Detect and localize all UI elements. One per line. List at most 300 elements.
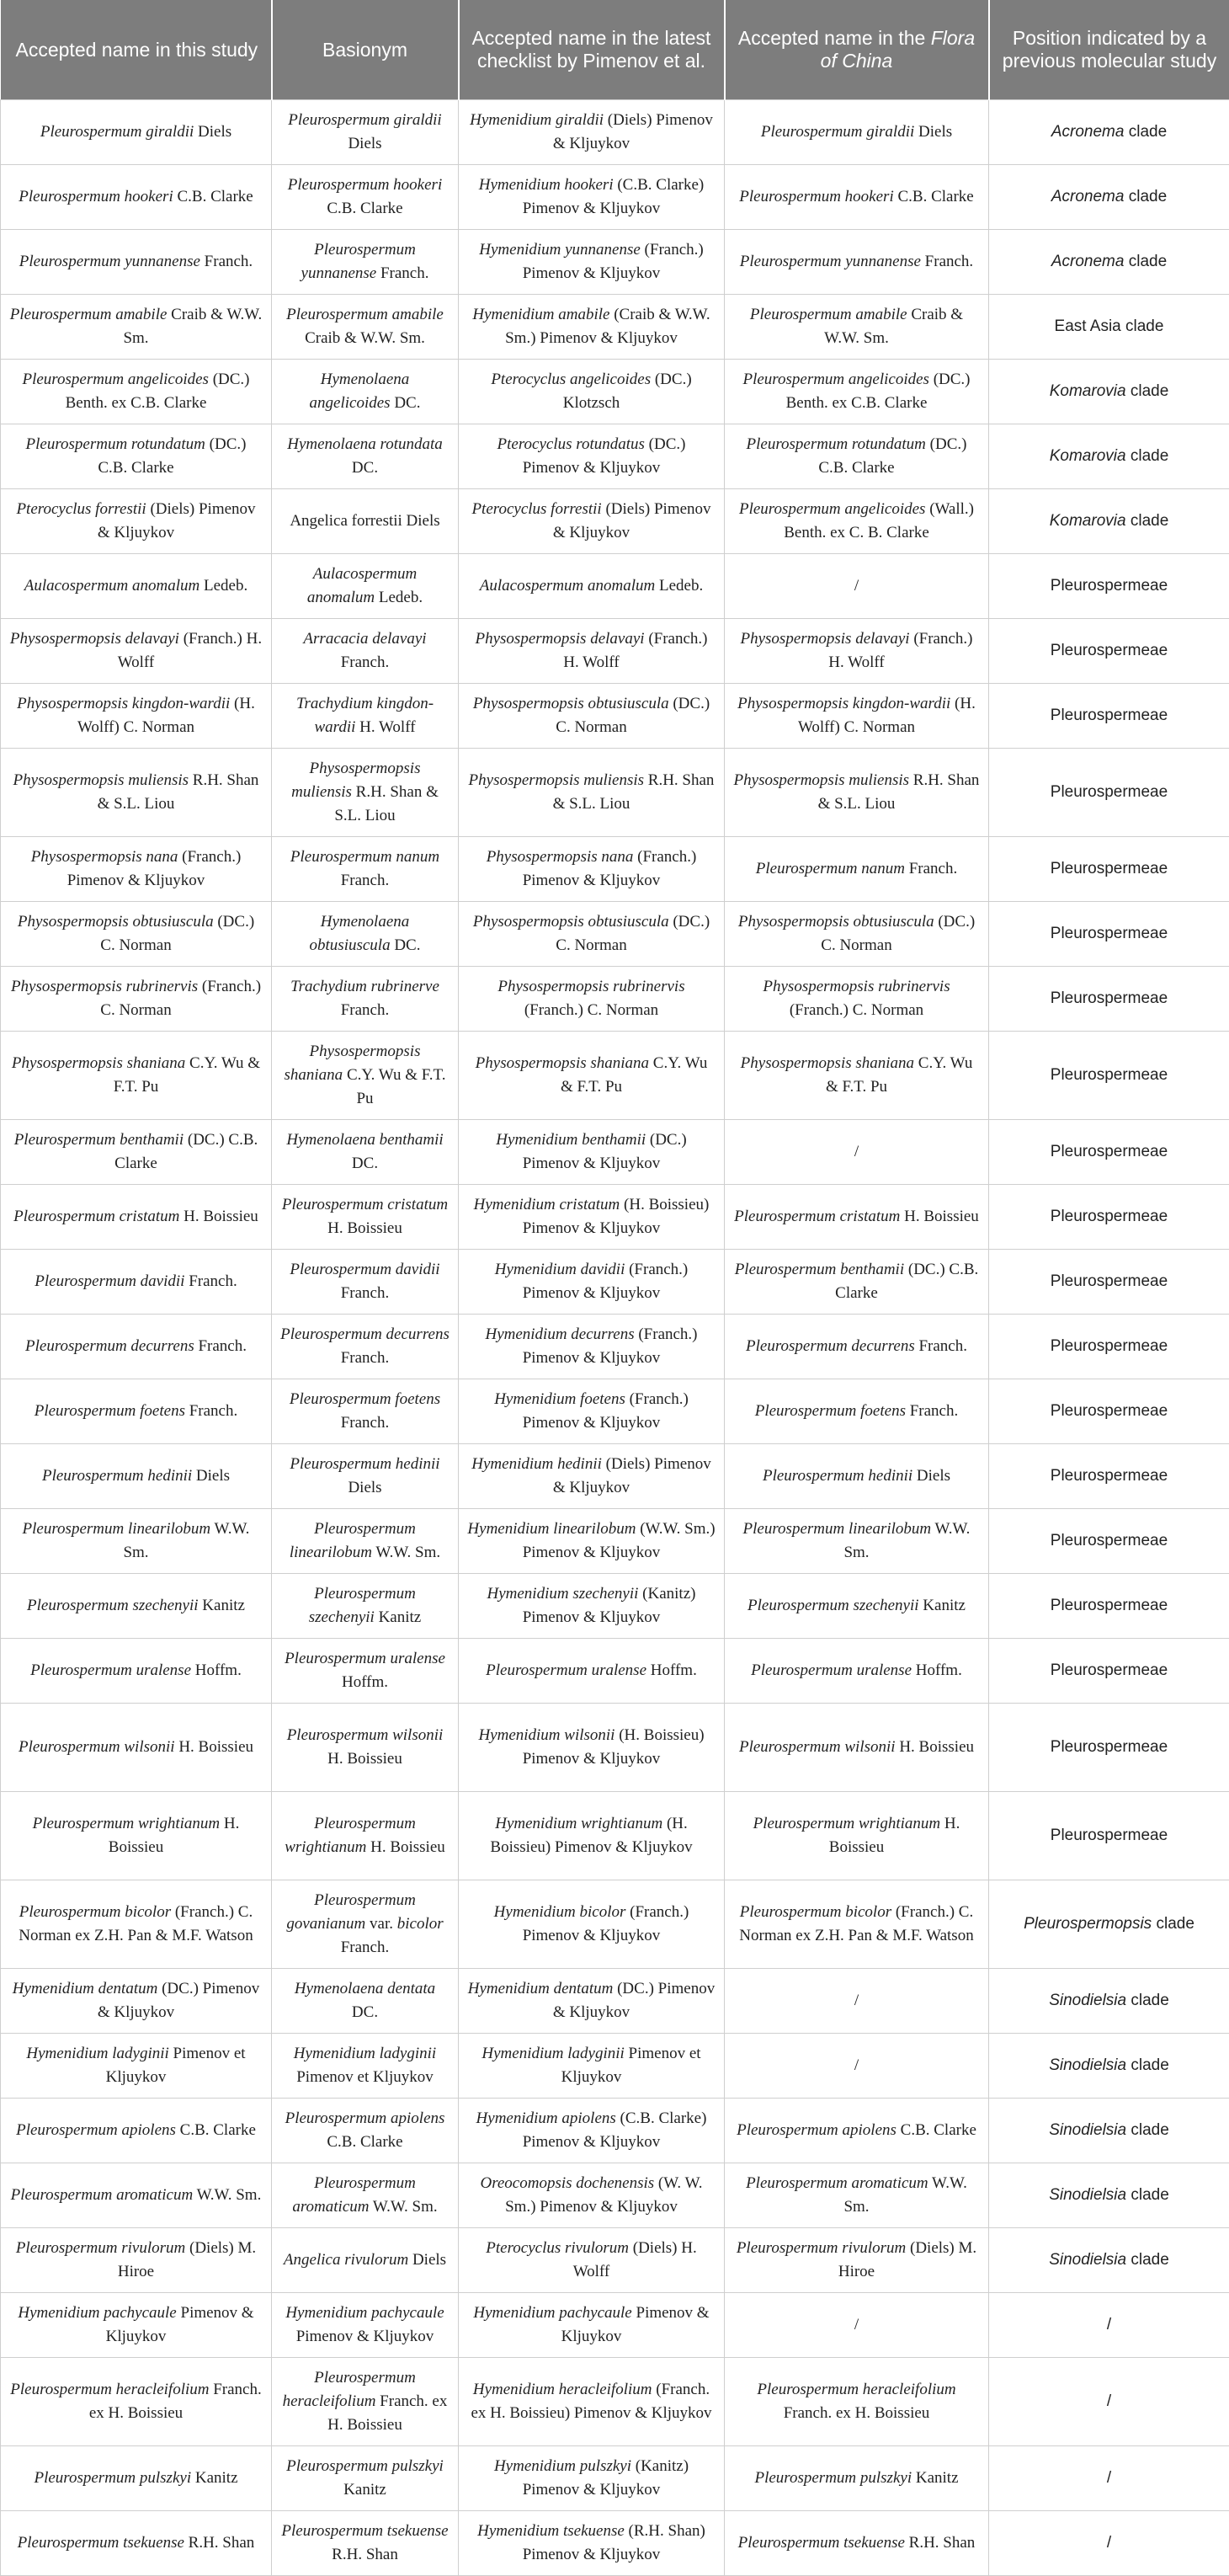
- authority-text: /: [854, 2316, 859, 2333]
- authority-text: Hoffm.: [646, 1661, 697, 1679]
- taxon-name: Pleurospermum heracleifolium: [10, 2381, 209, 2398]
- basionym-cell: [272, 1185, 459, 1250]
- taxon-name: Physospermopsis nana: [31, 848, 178, 866]
- flora-of-china-cell: [725, 749, 989, 837]
- taxon-name: Hymenolaena benthamii: [286, 1131, 443, 1149]
- basionym-cell: [272, 1509, 459, 1574]
- authority-text: (Franch.) H. Wolff: [563, 630, 707, 671]
- authority-text: Franch.: [341, 1001, 390, 1019]
- authority-text: Diels: [912, 1467, 950, 1485]
- molecular-position-cell: [989, 2293, 1229, 2358]
- authority-text: Franch.: [194, 1337, 247, 1355]
- taxon-name: Pleurospermum wrightianum: [753, 1815, 941, 1832]
- molecular-position-cell: [989, 837, 1229, 902]
- authority-text: (Kanitz) Pimenov & Kljuykov: [523, 2457, 689, 2499]
- taxon-name: Hymenidium szechenyii: [487, 1585, 639, 1603]
- table-row: [1, 360, 1229, 424]
- table-row: [1, 749, 1229, 837]
- flora-of-china-cell: [725, 619, 989, 684]
- taxon-name: Pleurospermum amabile: [750, 306, 907, 323]
- authority-text: (Diels) Pimenov & Kljuykov: [553, 111, 713, 152]
- taxon-name: Hymenidium ladyginii: [26, 2045, 168, 2062]
- authority-text: Franch.: [915, 1337, 967, 1355]
- header-molecular-position: Position indicated by a previous molecular study: [989, 0, 1229, 100]
- taxon-name: Pleurospermum wilsonii: [19, 1738, 175, 1756]
- authority-text: Pleurospermeae: [1051, 577, 1168, 595]
- authority-text: Pleurospermeae: [1051, 1738, 1168, 1756]
- authority-text: Franch.: [906, 1402, 958, 1420]
- table-row: [1, 2034, 1229, 2099]
- taxon-name: Physospermopsis muliensis: [469, 771, 644, 789]
- taxon-name: Aulacospermum anomalum: [480, 577, 655, 595]
- flora-of-china-cell: [725, 230, 989, 295]
- authority-text: Franch.: [341, 872, 390, 889]
- taxon-name: Aulacospermum anomalum: [307, 565, 417, 606]
- authority-text: Pimenov et Kljuykov: [296, 2068, 434, 2086]
- molecular-position-cell: [989, 360, 1229, 424]
- authority-text: (Franch.) Pimenov & Kljuykov: [67, 848, 242, 889]
- taxon-name: Pleurospermum hookeri: [739, 188, 893, 205]
- checklist-name-cell: [459, 1969, 725, 2034]
- basionym-cell: [272, 837, 459, 902]
- taxon-name: Pleurospermum hedinii: [42, 1467, 192, 1485]
- accepted-name-cell: [1, 2358, 272, 2446]
- taxon-name: Pleurospermum hookeri: [19, 188, 173, 205]
- basionym-cell: [272, 165, 459, 230]
- basionym-cell: [272, 1379, 459, 1444]
- accepted-name-cell: [1, 554, 272, 619]
- flora-of-china-cell: [725, 1444, 989, 1509]
- flora-of-china-cell: [725, 2446, 989, 2511]
- taxon-name: Pleurospermum apiolens: [737, 2121, 896, 2139]
- molecular-position-cell: [989, 554, 1229, 619]
- authority-text: Ledeb.: [375, 589, 423, 606]
- molecular-position-cell: [989, 1185, 1229, 1250]
- authority-text: (DC.) C. Norman: [821, 913, 975, 954]
- authority-text: (DC.) C. Norman: [556, 695, 710, 736]
- taxon-name: Pleurospermum decurrens: [280, 1325, 450, 1343]
- taxon-name: Hymenolaena obtusiuscula: [310, 913, 410, 954]
- taxon-name: Pleurospermum giraldii: [288, 111, 441, 129]
- flora-of-china-cell: [725, 1120, 989, 1185]
- table-body: [1, 100, 1229, 2576]
- basionym-cell: [272, 684, 459, 749]
- authority-text: Kanitz: [919, 1597, 966, 1614]
- authority-text: /: [854, 1992, 859, 2009]
- checklist-name-cell: [459, 967, 725, 1032]
- taxon-name: Physospermopsis shaniana: [285, 1043, 421, 1084]
- authority-text: Pleurospermeae: [1051, 1402, 1168, 1420]
- taxon-name: Pterocyclus forrestii: [471, 500, 601, 518]
- authority-text: (DC.) Pimenov & Kljuykov: [553, 1980, 715, 2021]
- authority-text: Pimenov et Kljuykov: [106, 2045, 246, 2086]
- taxon-name: Hymenidium pachycaule: [473, 2304, 631, 2322]
- taxon-name: Komarovia: [1050, 382, 1126, 400]
- taxon-name: Hymenidium apiolens: [476, 2109, 616, 2127]
- authority-text: (DC.) Pimenov & Kljuykov: [98, 1980, 259, 2021]
- authority-text: Pleurospermeae: [1051, 1827, 1168, 1844]
- molecular-position-cell: [989, 1969, 1229, 2034]
- authority-text: Ledeb.: [200, 577, 247, 595]
- accepted-name-cell: [1, 684, 272, 749]
- flora-of-china-cell: [725, 1574, 989, 1639]
- authority-text: Franch. ex H. Boissieu: [327, 2392, 447, 2434]
- authority-text: Franch. ex H. Boissieu: [89, 2381, 262, 2422]
- molecular-position-cell: [989, 295, 1229, 360]
- molecular-position-cell: [989, 1250, 1229, 1315]
- authority-text: Craib & W.W. Sm.: [305, 329, 425, 347]
- table-row: [1, 165, 1229, 230]
- taxon-name: Pleurospermum nanum: [290, 848, 439, 866]
- taxon-name: Pleurospermum rivulorum: [737, 2239, 906, 2257]
- molecular-position-cell: [989, 1639, 1229, 1704]
- checklist-name-cell: [459, 1120, 725, 1185]
- checklist-name-cell: [459, 1250, 725, 1315]
- authority-text: Pleurospermeae: [1051, 1337, 1168, 1355]
- authority-text: H. Boissieu: [896, 1738, 974, 1756]
- molecular-position-cell: [989, 2099, 1229, 2163]
- basionym-cell: [272, 1032, 459, 1120]
- authority-text: (Franch.) Pimenov & Kljuykov: [523, 1261, 689, 1302]
- flora-of-china-cell: [725, 2293, 989, 2358]
- taxon-name: Acronema: [1051, 188, 1125, 205]
- taxon-name: Hymenidium wilsonii: [478, 1726, 614, 1744]
- taxon-name: Pleurospermum tsekuense: [18, 2534, 184, 2552]
- authority-text: Angelica forrestii Diels: [290, 512, 439, 530]
- taxon-name: Pleurospermum uralense: [30, 1661, 191, 1679]
- checklist-name-cell: [459, 684, 725, 749]
- basionym-cell: [272, 100, 459, 165]
- table-row: [1, 2099, 1229, 2163]
- authority-text: Franch.: [921, 253, 973, 270]
- molecular-position-cell: [989, 1032, 1229, 1120]
- taxon-name: Pleurospermum benthamii: [14, 1131, 184, 1149]
- authority-text: clade: [1124, 123, 1167, 141]
- accepted-name-cell: [1, 1315, 272, 1379]
- taxon-name: Hymenidium dentatum: [468, 1980, 614, 1997]
- taxon-name: Pleurospermum tsekuense: [281, 2522, 448, 2540]
- taxon-name: Pleurospermum benthamii: [735, 1261, 904, 1278]
- taxon-name: Pleurospermopsis: [1024, 1915, 1152, 1933]
- header-basionym: Basionym: [272, 0, 459, 100]
- taxon-name: Angelica rivulorum: [284, 2251, 408, 2269]
- flora-of-china-cell: [725, 360, 989, 424]
- authority-text: Ledeb.: [655, 577, 703, 595]
- taxon-name: Pterocyclus forrestii: [16, 500, 146, 518]
- authority-text: clade: [1126, 382, 1169, 400]
- authority-text: (Diels) M. Hiroe: [118, 2239, 256, 2280]
- authority-text: R.H. Shan: [332, 2546, 398, 2563]
- table-row: [1, 1792, 1229, 1880]
- authority-text: clade: [1126, 2251, 1169, 2269]
- authority-text: (Franch.) H. Wolff: [828, 630, 972, 671]
- taxon-name: Hymenolaena rotundata: [287, 435, 443, 453]
- authority-text: Franch.: [341, 653, 390, 671]
- taxon-name: bicolor: [397, 1915, 444, 1933]
- accepted-name-cell: [1, 2293, 272, 2358]
- header-accepted-name-checklist: Accepted name in the latest checklist by Pimenov et al.: [459, 0, 725, 100]
- accepted-name-cell: [1, 1250, 272, 1315]
- taxon-name: Hymenidium pachycaule: [285, 2304, 444, 2322]
- taxon-name: Physospermopsis obtusiuscula: [18, 913, 214, 931]
- authority-text: (Franch.) Pimenov & Kljuykov: [523, 241, 704, 282]
- taxon-name: Physospermopsis delavayi: [741, 630, 910, 648]
- flora-of-china-cell: [725, 100, 989, 165]
- basionym-cell: [272, 360, 459, 424]
- checklist-name-cell: [459, 902, 725, 967]
- authority-text: H. Boissieu: [900, 1208, 978, 1225]
- taxon-name: Pterocyclus rivulorum: [486, 2239, 629, 2257]
- taxon-name: Pleurospermum uralense: [285, 1650, 445, 1667]
- basionym-cell: [272, 2293, 459, 2358]
- authority-text: H. Boissieu: [179, 1208, 258, 1225]
- taxon-name: Pleurospermum wrightianum: [33, 1815, 221, 1832]
- accepted-name-cell: [1, 165, 272, 230]
- basionym-cell: [272, 1574, 459, 1639]
- flora-of-china-cell: [725, 2163, 989, 2228]
- table-row: [1, 1250, 1229, 1315]
- molecular-position-cell: [989, 2163, 1229, 2228]
- accepted-name-cell: [1, 100, 272, 165]
- taxon-name: Pleurospermum szechenyii: [748, 1597, 919, 1614]
- authority-text: (Diels) Pimenov & Kljuykov: [553, 500, 711, 541]
- authority-text: (Franch.) C. Norman ex Z.H. Pan & M.F. Watson: [19, 1903, 253, 1944]
- taxon-name: Hymenidium yunnanense: [479, 241, 641, 259]
- accepted-name-cell: [1, 489, 272, 554]
- authority-text: (W.W. Sm.) Pimenov & Kljuykov: [523, 1520, 716, 1561]
- authority-text: Pimenov & Kljuykov: [296, 2328, 434, 2345]
- taxon-name: Sinodielsia: [1049, 2186, 1126, 2204]
- authority-text: Pleurospermeae: [1051, 1066, 1168, 1084]
- authority-text: C.B. Clarke: [896, 2121, 976, 2139]
- authority-text: (Franch. ex H. Boissieu) Pimenov & Kljuykov: [471, 2381, 711, 2422]
- taxon-name: Pleurospermum tsekuense: [738, 2534, 905, 2552]
- taxon-name: Pleurospermum hookeri: [288, 176, 442, 194]
- checklist-name-cell: [459, 837, 725, 902]
- taxon-name: Hymenidium dentatum: [13, 1980, 158, 1997]
- accepted-name-cell: [1, 2446, 272, 2511]
- authority-text: (DC.) C. Norman: [556, 913, 710, 954]
- checklist-name-cell: [459, 1880, 725, 1969]
- flora-of-china-cell: [725, 2099, 989, 2163]
- checklist-name-cell: [459, 2099, 725, 2163]
- taxon-name: Hymenidium davidii: [495, 1261, 625, 1278]
- basionym-cell: [272, 1120, 459, 1185]
- table-row: [1, 837, 1229, 902]
- authority-text: Diels: [194, 123, 231, 141]
- authority-text: (DC.) Pimenov & Kljuykov: [523, 435, 686, 477]
- accepted-name-cell: [1, 230, 272, 295]
- authority-text: /: [854, 2056, 859, 2074]
- taxon-name: Pleurospermum hedinii: [763, 1467, 912, 1485]
- authority-text: (H. Boissieu) Pimenov & Kljuykov: [490, 1815, 692, 1856]
- molecular-position-cell: [989, 165, 1229, 230]
- authority-text: (C.B. Clarke) Pimenov & Kljuykov: [523, 176, 705, 217]
- checklist-name-cell: [459, 295, 725, 360]
- accepted-name-cell: [1, 2099, 272, 2163]
- authority-text: Franch.: [341, 1349, 390, 1367]
- taxon-name: Hymenidium amabile: [472, 306, 609, 323]
- table-row: [1, 2293, 1229, 2358]
- authority-text: Pleurospermeae: [1051, 642, 1168, 659]
- taxon-name: Pleurospermum govanianum: [286, 1891, 415, 1933]
- authority-text: R.H. Shan: [905, 2534, 975, 2552]
- basionym-cell: [272, 2099, 459, 2163]
- molecular-position-cell: [989, 1509, 1229, 1574]
- accepted-name-cell: [1, 1574, 272, 1639]
- authority-text: /: [854, 577, 859, 595]
- taxon-name: Pleurospermum pulszkyi: [34, 2469, 191, 2487]
- authority-text: (R.H. Shan) Pimenov & Kljuykov: [523, 2522, 705, 2563]
- molecular-position-cell: [989, 619, 1229, 684]
- flora-of-china-cell: [725, 2228, 989, 2293]
- basionym-cell: [272, 2163, 459, 2228]
- authority-text: (DC.) Klotzsch: [563, 371, 692, 412]
- taxon-name: Pleurospermum davidii: [290, 1261, 439, 1278]
- authority-text: R.H. Shan & S.L. Liou: [818, 771, 980, 813]
- authority-text: C.B. Clarke: [327, 200, 402, 217]
- taxon-name: Pleurospermum linearilobum: [23, 1520, 211, 1538]
- accepted-name-cell: [1, 2163, 272, 2228]
- authority-text: clade: [1152, 1915, 1194, 1933]
- table-row: [1, 424, 1229, 489]
- authority-text: Pimenov & Kljuykov: [561, 2304, 710, 2345]
- checklist-name-cell: [459, 100, 725, 165]
- basionym-cell: [272, 295, 459, 360]
- authority-text: H. Boissieu: [175, 1738, 253, 1756]
- authority-text: Kanitz: [199, 1597, 245, 1614]
- checklist-name-cell: [459, 2446, 725, 2511]
- authority-text: Hoffm.: [342, 1673, 388, 1691]
- authority-text: H. Boissieu: [327, 1219, 402, 1237]
- taxon-name: Pleurospermum davidii: [35, 1272, 184, 1290]
- taxon-name: Physospermopsis kingdon-wardii: [737, 695, 950, 712]
- taxon-name: Physospermopsis rubrinervis: [763, 978, 950, 995]
- authority-text: C.B. Clarke: [894, 188, 974, 205]
- basionym-cell: [272, 619, 459, 684]
- authority-text: (Wall.) Benth. ex C. B. Clarke: [784, 500, 974, 541]
- taxon-name: Physospermopsis delavayi: [10, 630, 179, 648]
- taxon-name: Pleurospermum cristatum: [282, 1196, 448, 1213]
- authority-text: DC.: [352, 1155, 378, 1172]
- checklist-name-cell: [459, 165, 725, 230]
- authority-text: Franch.: [341, 1414, 390, 1432]
- taxon-name: Pleurospermum foetens: [35, 1402, 185, 1420]
- authority-text: (Franch.) Pimenov & Kljuykov: [523, 848, 697, 889]
- accepted-name-cell: [1, 2511, 272, 2576]
- molecular-position-cell: [989, 1315, 1229, 1379]
- authority-text: Franch.: [905, 860, 957, 877]
- authority-text: R.H. Shan & S.L. Liou: [334, 783, 439, 824]
- authority-text: (DC.) Benth. ex C.B. Clarke: [786, 371, 971, 412]
- taxon-name: Physospermopsis obtusiuscula: [473, 695, 669, 712]
- taxon-name: Pleurospermum amabile: [10, 306, 168, 323]
- header-text: Accepted name in the: [738, 27, 931, 49]
- checklist-name-cell: [459, 489, 725, 554]
- taxon-name: Pleurospermum aromaticum: [292, 2174, 415, 2216]
- authority-text: Franch.: [200, 253, 253, 270]
- table-header-row: [1, 0, 1229, 100]
- accepted-name-cell: [1, 1792, 272, 1880]
- taxon-name: Pleurospermum heracleifolium: [757, 2381, 955, 2398]
- authority-text: /: [1107, 2316, 1111, 2333]
- taxon-name: Physospermopsis rubrinervis: [497, 978, 684, 995]
- authority-text: Franch. ex H. Boissieu: [784, 2404, 930, 2422]
- authority-text: Craib & W.W. Sm.: [824, 306, 963, 347]
- checklist-name-cell: [459, 619, 725, 684]
- taxon-name: Hymenolaena angelicoides: [310, 371, 410, 412]
- taxon-name: Pleurospermum yunnanense: [19, 253, 200, 270]
- molecular-position-cell: [989, 2034, 1229, 2099]
- authority-text: W.W. Sm.: [372, 1544, 440, 1561]
- accepted-name-cell: [1, 1509, 272, 1574]
- table-row: [1, 2446, 1229, 2511]
- table-row: [1, 1509, 1229, 1574]
- authority-text: (Franch.) Pimenov & Kljuykov: [523, 1390, 689, 1432]
- molecular-position-cell: [989, 2446, 1229, 2511]
- table-row: [1, 967, 1229, 1032]
- taxon-name: Pleurospermum cristatum: [734, 1208, 900, 1225]
- taxon-name: Pleurospermum linearilobum: [290, 1520, 416, 1561]
- taxon-name: Pleurospermum bicolor: [740, 1903, 891, 1921]
- basionym-cell: [272, 902, 459, 967]
- table-row: [1, 1639, 1229, 1704]
- authority-text: Hoffm.: [191, 1661, 242, 1679]
- table-row: [1, 1379, 1229, 1444]
- flora-of-china-cell: [725, 489, 989, 554]
- authority-text: clade: [1126, 1992, 1169, 2009]
- checklist-name-cell: [459, 1315, 725, 1379]
- taxon-name: Arracacia delavayi: [303, 630, 426, 648]
- table-row: [1, 2228, 1229, 2293]
- taxon-name: Physospermopsis delavayi: [476, 630, 645, 648]
- taxon-name: Hymenidium cristatum: [474, 1196, 620, 1213]
- taxon-name: Hymenidium hookeri: [479, 176, 614, 194]
- table-row: [1, 1880, 1229, 1969]
- table-row: [1, 554, 1229, 619]
- accepted-name-cell: [1, 295, 272, 360]
- authority-text: DC.: [391, 394, 421, 412]
- table-row: [1, 230, 1229, 295]
- authority-text: Kanitz: [375, 1608, 421, 1626]
- taxon-name: Hymenidium pulszkyi: [494, 2457, 631, 2475]
- accepted-name-cell: [1, 2228, 272, 2293]
- authority-text: clade: [1126, 2056, 1169, 2074]
- checklist-name-cell: [459, 749, 725, 837]
- table-row: [1, 1032, 1229, 1120]
- flora-of-china-cell: [725, 1880, 989, 1969]
- flora-of-china-cell: [725, 902, 989, 967]
- basionym-cell: [272, 230, 459, 295]
- authority-text: Pleurospermeae: [1051, 1208, 1168, 1225]
- taxon-name: Pleurospermum bicolor: [19, 1903, 171, 1921]
- authority-text: Franch.: [184, 1272, 237, 1290]
- taxon-name: Hymenolaena dentata: [295, 1980, 435, 1997]
- basionym-cell: [272, 554, 459, 619]
- authority-text: Franch.: [341, 1284, 390, 1302]
- authority-text: H. Boissieu: [109, 1815, 240, 1856]
- authority-text: (Diels) M. Hiroe: [838, 2239, 976, 2280]
- authority-text: DC.: [391, 936, 421, 954]
- taxon-name: Hymenidium wrightianum: [495, 1815, 662, 1832]
- accepted-name-cell: [1, 1639, 272, 1704]
- taxon-name: Hymenidium hedinii: [471, 1455, 602, 1473]
- table-row: [1, 1704, 1229, 1792]
- authority-text: C.B. Clarke: [327, 2133, 402, 2151]
- accepted-name-cell: [1, 1969, 272, 2034]
- authority-text: (Franch.) C. Norman ex Z.H. Pan & M.F. Watson: [739, 1903, 973, 1944]
- authority-text: Diels: [192, 1467, 230, 1485]
